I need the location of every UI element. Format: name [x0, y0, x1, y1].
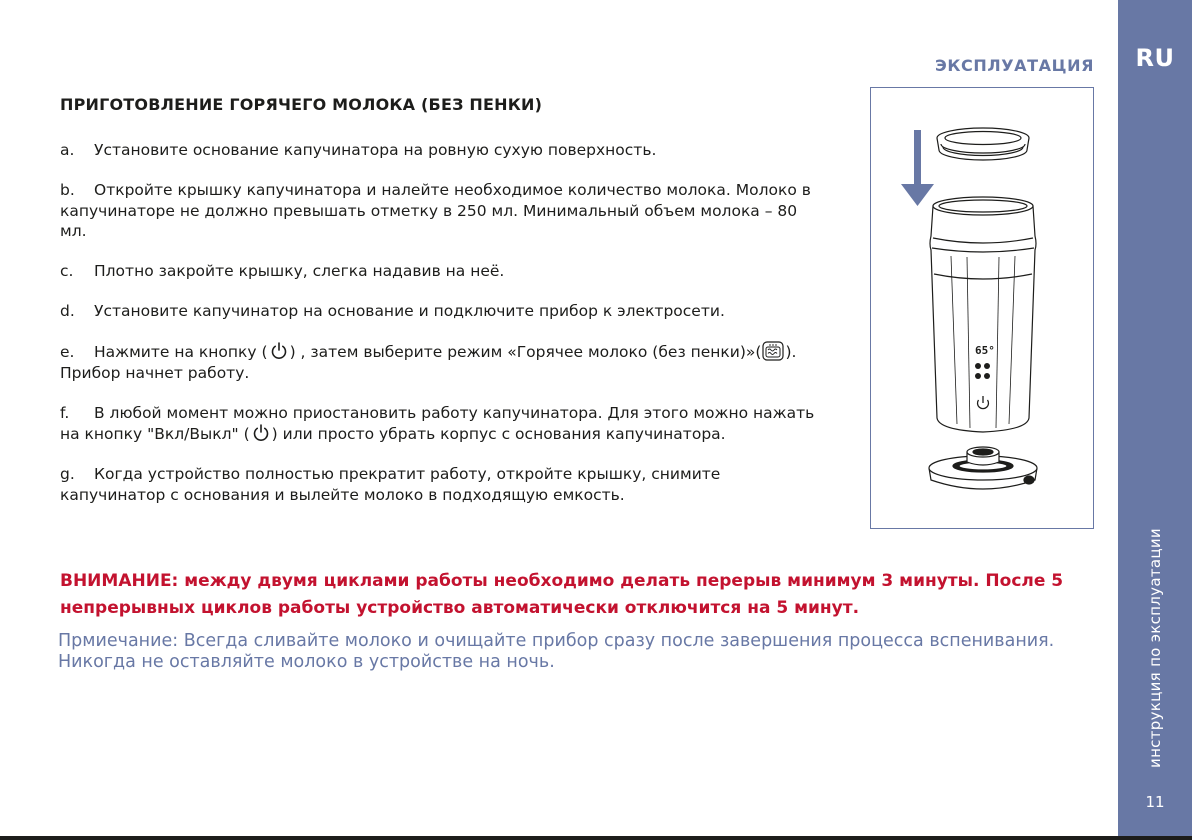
step-text: Нажмите на кнопку ( — [94, 343, 268, 361]
display-temperature: 65° — [975, 344, 995, 357]
step-text: ) или просто убрать корпус с основания капучинатора. — [271, 425, 726, 443]
step-text: Установите капучинатор на основание и подключите прибор к электросети. — [94, 302, 725, 320]
step-g — [60, 464, 820, 505]
step-d — [60, 301, 820, 322]
instruction-steps — [60, 140, 820, 525]
arrow-down-icon — [901, 130, 934, 206]
step-text: В любой момент можно приостановить работу капучинатора. Для этого можно нажать на кнопку "Вкл/Выкл" ( — [60, 403, 815, 443]
step-letter: f. — [60, 403, 70, 422]
step-letter: d. — [60, 302, 75, 320]
power-icon — [269, 341, 289, 361]
step-f — [60, 403, 820, 445]
step-c — [60, 261, 820, 282]
step-text: ) , затем выберите режим «Горячее молоко (без пенки)»( — [289, 343, 762, 361]
step-text: Когда устройство полностью прекратит работу, откройте крышку, снимите капучинатор с основания и вылейте молоко в подходящую емкость. — [60, 465, 721, 504]
step-text: Плотно закройте крышку, слегка надавив на неё. — [94, 262, 505, 280]
frother-drawing — [871, 88, 1095, 530]
step-text: ). Прибор начнет работу. — [60, 343, 797, 382]
step-e — [60, 341, 820, 383]
step-a — [60, 140, 820, 161]
frother-illustration — [870, 87, 1094, 529]
language-code: RU — [1135, 44, 1175, 72]
lid-drawing — [937, 128, 1029, 160]
bottom-rule — [0, 836, 1192, 840]
step-text: Установите основание капучинатора на ровную сухую поверхность. — [94, 141, 657, 159]
page-title: ПРИГОТОВЛЕНИЕ ГОРЯЧЕГО МОЛОКА (БЕЗ ПЕНКИ) — [60, 95, 543, 114]
page-number: 11 — [1145, 793, 1165, 811]
step-letter: e. — [60, 343, 75, 361]
warning-text: ВНИМАНИЕ: между двумя циклами работы необходимо делать перерыв минимум 3 минуты. После 5 непрерывных циклов работы устройство автоматически отключится на 5 минут. — [60, 571, 1064, 618]
step-text: Откройте крышку капучинатора и налейте необходимое количество молока. Молоко в капучинаторе не должно превышать отметку в 250 мл. Минимальный объем молока – 80 мл. — [60, 181, 811, 240]
manual-title-vertical: инструкция по эксплуатации — [1146, 528, 1164, 768]
step-b — [60, 180, 820, 242]
step-letter: g. — [60, 465, 75, 483]
note-text: Прмиечание: Всегда сливайте молоко и очищайте прибор сразу после завершения процесса вспенивания. Никогда не оставляйте молоко в устройстве на ночь. — [58, 631, 1055, 672]
hot-milk-mode-icon — [762, 341, 784, 361]
section-label: ЭКСПЛУАТАЦИЯ — [934, 56, 1094, 75]
step-letter: b. — [60, 181, 75, 199]
base-drawing — [929, 447, 1037, 489]
sidebar — [1118, 0, 1192, 836]
step-letter: a. — [60, 141, 75, 159]
power-icon — [251, 423, 271, 443]
step-letter: c. — [60, 262, 74, 280]
